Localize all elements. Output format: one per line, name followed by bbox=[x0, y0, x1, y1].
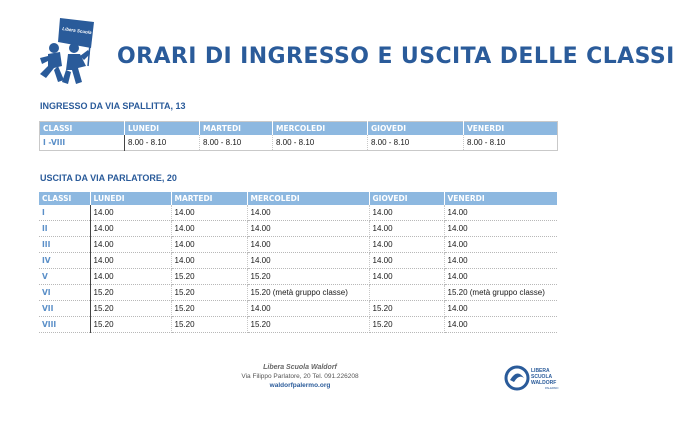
exit-header-row bbox=[39, 192, 557, 205]
time-cell: 14.00 bbox=[247, 301, 369, 317]
table-row bbox=[39, 317, 557, 333]
column-header: VENERDI bbox=[464, 122, 558, 136]
time-cell: 14.00 bbox=[247, 205, 369, 221]
time-cell: 14.00 bbox=[444, 237, 557, 253]
footer-logo-line: WALDORF bbox=[531, 380, 557, 386]
class-label: V bbox=[39, 269, 90, 285]
column-header: MERCOLEDI bbox=[247, 192, 369, 205]
swirl-icon bbox=[506, 367, 528, 389]
footer-logo-line: SCUOLA bbox=[531, 374, 553, 380]
time-cell: 15.20 bbox=[369, 301, 444, 317]
column-header: GIOVEDI bbox=[368, 122, 464, 136]
footer-website: waldorfpalermo.org bbox=[269, 382, 331, 389]
time-cell: 8.00 - 8.10 bbox=[273, 135, 368, 151]
time-cell: 14.00 bbox=[90, 221, 171, 237]
time-cell: 15.20 bbox=[171, 285, 247, 301]
time-cell: 14.00 bbox=[369, 205, 444, 221]
time-cell bbox=[369, 285, 444, 301]
time-cell: 14.00 bbox=[444, 221, 557, 237]
exit-section-title: USCITA DA VIA PARLATORE, 20 bbox=[40, 173, 177, 183]
footer-logo bbox=[505, 364, 565, 392]
time-cell: 14.00 bbox=[369, 253, 444, 269]
footer-logo-line: LIBERA bbox=[531, 368, 550, 374]
class-label: III bbox=[39, 237, 90, 253]
time-cell: 14.00 bbox=[444, 253, 557, 269]
column-header: LUNEDI bbox=[90, 192, 171, 205]
child-right-icon bbox=[62, 43, 90, 84]
time-cell: 15.20 bbox=[369, 317, 444, 333]
class-label: VII bbox=[39, 301, 90, 317]
table-row bbox=[39, 301, 557, 317]
page-title: ORARI DI INGRESSO E USCITA DELLE CLASSI bbox=[117, 44, 675, 69]
time-cell: 15.20 bbox=[247, 317, 369, 333]
column-header: MARTEDI bbox=[200, 122, 273, 136]
time-cell: 14.00 bbox=[369, 221, 444, 237]
time-cell: 15.20 bbox=[171, 317, 247, 333]
column-header: GIOVEDI bbox=[369, 192, 444, 205]
class-label: IV bbox=[39, 253, 90, 269]
column-header: LUNEDI bbox=[125, 122, 200, 136]
time-cell: 14.00 bbox=[247, 221, 369, 237]
time-cell: 15.20 bbox=[90, 285, 171, 301]
time-cell: 14.00 bbox=[171, 237, 247, 253]
table-row bbox=[39, 285, 557, 301]
class-label: VI bbox=[39, 285, 90, 301]
time-cell: 14.00 bbox=[369, 269, 444, 285]
time-cell: 14.00 bbox=[444, 269, 557, 285]
time-cell: 8.00 - 8.10 bbox=[125, 135, 200, 151]
column-header: MERCOLEDI bbox=[273, 122, 368, 136]
time-cell: 15.20 bbox=[171, 269, 247, 285]
time-cell: 14.00 bbox=[247, 237, 369, 253]
column-header: CLASSI bbox=[39, 192, 90, 205]
footer-logo-line: PALERMO bbox=[545, 386, 559, 390]
child-left-icon bbox=[40, 43, 64, 82]
table-row bbox=[39, 221, 557, 237]
time-cell: 14.00 bbox=[90, 205, 171, 221]
time-cell: 14.00 bbox=[247, 253, 369, 269]
class-label: VIII bbox=[39, 317, 90, 333]
time-cell: 15.20 bbox=[171, 301, 247, 317]
time-cell: 14.00 bbox=[171, 253, 247, 269]
time-cell: 8.00 - 8.10 bbox=[200, 135, 273, 151]
time-cell: 14.00 bbox=[444, 317, 557, 333]
column-header: CLASSI bbox=[40, 122, 125, 136]
table-row bbox=[39, 269, 557, 285]
time-cell: 14.00 bbox=[90, 253, 171, 269]
time-cell: 15.20 bbox=[247, 269, 369, 285]
time-cell: 14.00 bbox=[444, 301, 557, 317]
entrance-header-row bbox=[40, 122, 558, 136]
class-label: I bbox=[39, 205, 90, 221]
column-header: VENERDI bbox=[444, 192, 557, 205]
time-cell: 14.00 bbox=[369, 237, 444, 253]
time-cell: 15.20 bbox=[90, 317, 171, 333]
table-row bbox=[39, 253, 557, 269]
time-cell: 14.00 bbox=[171, 221, 247, 237]
time-cell: 15.20 (metà gruppo classe) bbox=[247, 285, 369, 301]
logo-flag-text: Libera Scuola Waldorf bbox=[61, 26, 110, 38]
table-row bbox=[39, 205, 557, 221]
entrance-section-title: INGRESSO DA VIA SPALLITTA, 13 bbox=[40, 101, 186, 111]
entrance-schedule-table bbox=[39, 121, 558, 151]
time-cell: 14.00 bbox=[171, 205, 247, 221]
table-row bbox=[40, 135, 558, 151]
time-cell: 15.20 (metà gruppo classe) bbox=[444, 285, 557, 301]
time-cell: 15.20 bbox=[90, 301, 171, 317]
footer-school-name: Libera Scuola Waldorf bbox=[263, 364, 337, 371]
table-row bbox=[39, 237, 557, 253]
time-cell: 14.00 bbox=[444, 205, 557, 221]
time-cell: 14.00 bbox=[90, 269, 171, 285]
class-label: I -VIII bbox=[40, 135, 125, 151]
class-label: II bbox=[39, 221, 90, 237]
footer-address: Via Filippo Parlatore, 20 Tel. 091.226208 bbox=[241, 373, 359, 380]
time-cell: 14.00 bbox=[90, 237, 171, 253]
time-cell: 8.00 - 8.10 bbox=[467, 138, 506, 147]
school-logo-children-flag bbox=[28, 14, 110, 88]
column-header: MARTEDI bbox=[171, 192, 247, 205]
exit-schedule-table bbox=[39, 192, 557, 333]
time-cell: 8.00 - 8.10 bbox=[368, 135, 464, 151]
